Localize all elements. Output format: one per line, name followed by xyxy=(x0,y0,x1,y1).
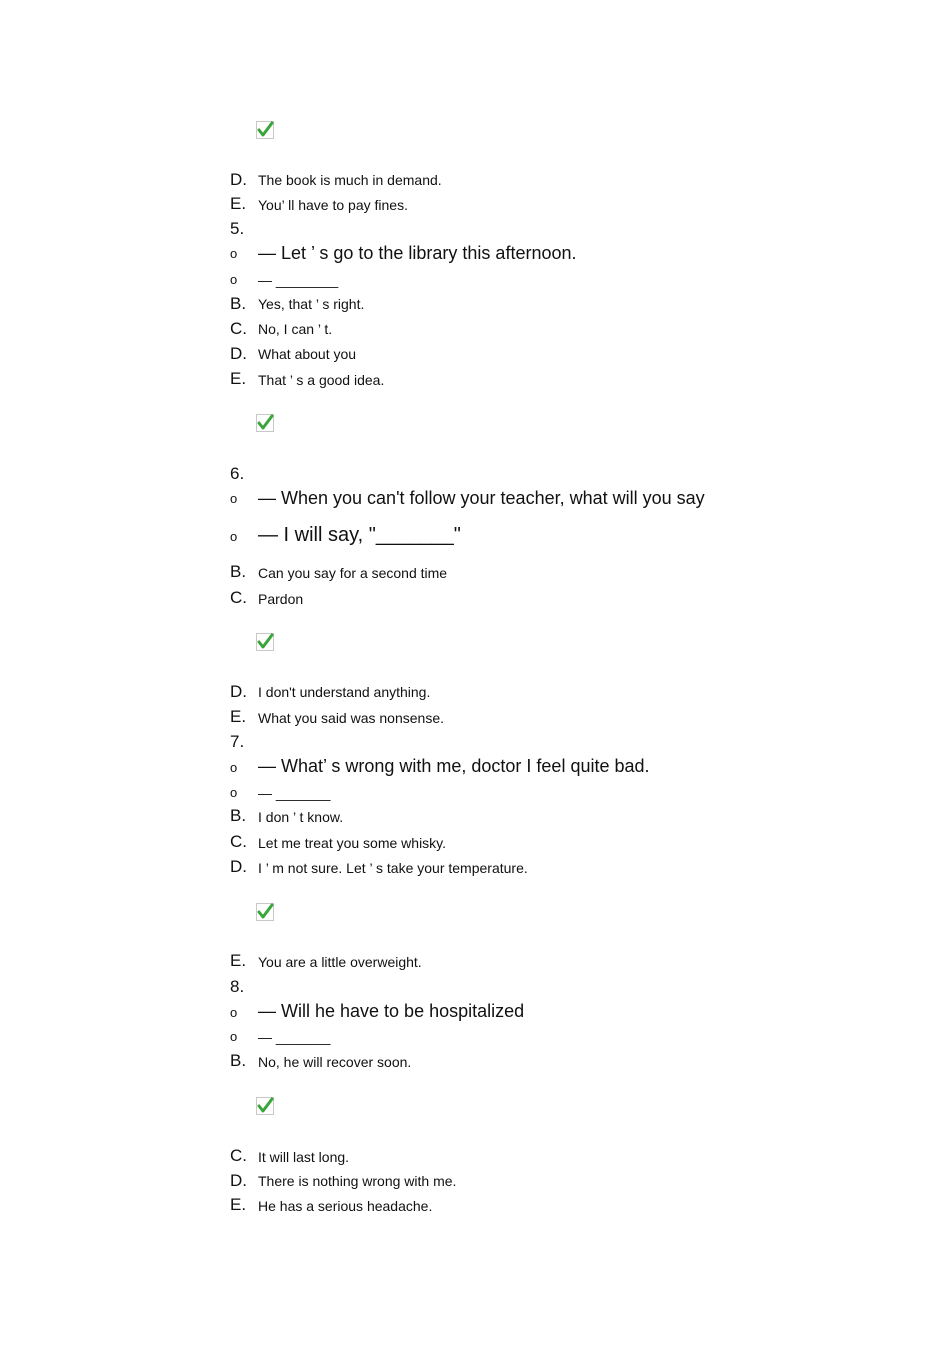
question-stem: — What’ s wrong with me, doctor I feel quite bad. xyxy=(258,756,650,776)
question-stem: — Will he have to be hospitalized xyxy=(258,1001,525,1021)
option-text: He has a serious headache. xyxy=(258,1198,433,1214)
check-mark-icon xyxy=(256,903,274,921)
check-mark-icon xyxy=(256,121,274,139)
option-text: You’ ll have to pay fines. xyxy=(258,197,408,213)
option-letter: D. xyxy=(230,1171,247,1190)
option-letter: B. xyxy=(230,294,247,313)
option-text: I don't understand anything. xyxy=(258,684,431,700)
question-stem: — Let ’ s go to the library this afternoon. xyxy=(258,243,577,263)
question-stem: — When you can't follow your teacher, what will you say xyxy=(258,488,705,508)
option-text: You are a little overweight. xyxy=(258,954,422,970)
option-letter: E. xyxy=(230,194,247,213)
check-mark-icon xyxy=(256,1097,274,1115)
option-text: What you said was nonsense. xyxy=(258,710,444,726)
option-text: Pardon xyxy=(258,591,304,607)
bullet: o xyxy=(230,785,238,800)
option-text: That ’ s a good idea. xyxy=(258,372,385,388)
option-letter: C. xyxy=(230,1146,247,1165)
question-blank: — I will say, "_______" xyxy=(258,524,461,546)
option-letter: B. xyxy=(230,806,247,825)
bullet: o xyxy=(230,272,238,287)
option-letter: D. xyxy=(230,170,247,189)
check-mark-icon xyxy=(256,414,274,432)
option-text: There is nothing wrong with me. xyxy=(258,1173,457,1189)
option-letter: C. xyxy=(230,832,247,851)
option-letter: E. xyxy=(230,951,247,970)
option-letter: D. xyxy=(230,682,247,701)
option-text: No, I can ’ t. xyxy=(258,321,333,337)
option-text: Can you say for a second time xyxy=(258,565,448,581)
option-text: Yes, that ’ s right. xyxy=(258,296,365,312)
question-blank: — _______ xyxy=(258,1029,331,1045)
question-number: 5. xyxy=(230,219,245,238)
option-letter: E. xyxy=(230,369,247,388)
check-mark-icon xyxy=(256,633,274,651)
bullet: o xyxy=(230,529,238,544)
option-letter: E. xyxy=(230,707,247,726)
option-letter: D. xyxy=(230,344,247,363)
option-letter: C. xyxy=(230,319,247,338)
question-number: 8. xyxy=(230,977,245,996)
question-blank: — _______ xyxy=(258,785,331,801)
bullet: o xyxy=(230,1029,238,1044)
option-text: I ’ m not sure. Let ’ s take your temperature. xyxy=(258,860,528,876)
bullet: o xyxy=(230,760,238,775)
option-text: The book is much in demand. xyxy=(258,172,442,188)
option-text: No, he will recover soon. xyxy=(258,1054,412,1070)
bullet: o xyxy=(230,491,238,506)
option-letter: D. xyxy=(230,857,247,876)
question-blank: — ________ xyxy=(258,272,339,288)
question-number: 7. xyxy=(230,732,245,751)
option-letter: C. xyxy=(230,588,247,607)
option-text: It will last long. xyxy=(258,1149,350,1165)
option-text: I don ’ t know. xyxy=(258,809,344,825)
question-number: 6. xyxy=(230,464,245,483)
option-letter: B. xyxy=(230,1051,247,1070)
option-text: What about you xyxy=(258,346,357,362)
option-letter: B. xyxy=(230,562,247,581)
option-letter: E. xyxy=(230,1195,247,1214)
option-text: Let me treat you some whisky. xyxy=(258,835,447,851)
bullet: o xyxy=(230,1005,238,1020)
bullet: o xyxy=(230,246,238,261)
